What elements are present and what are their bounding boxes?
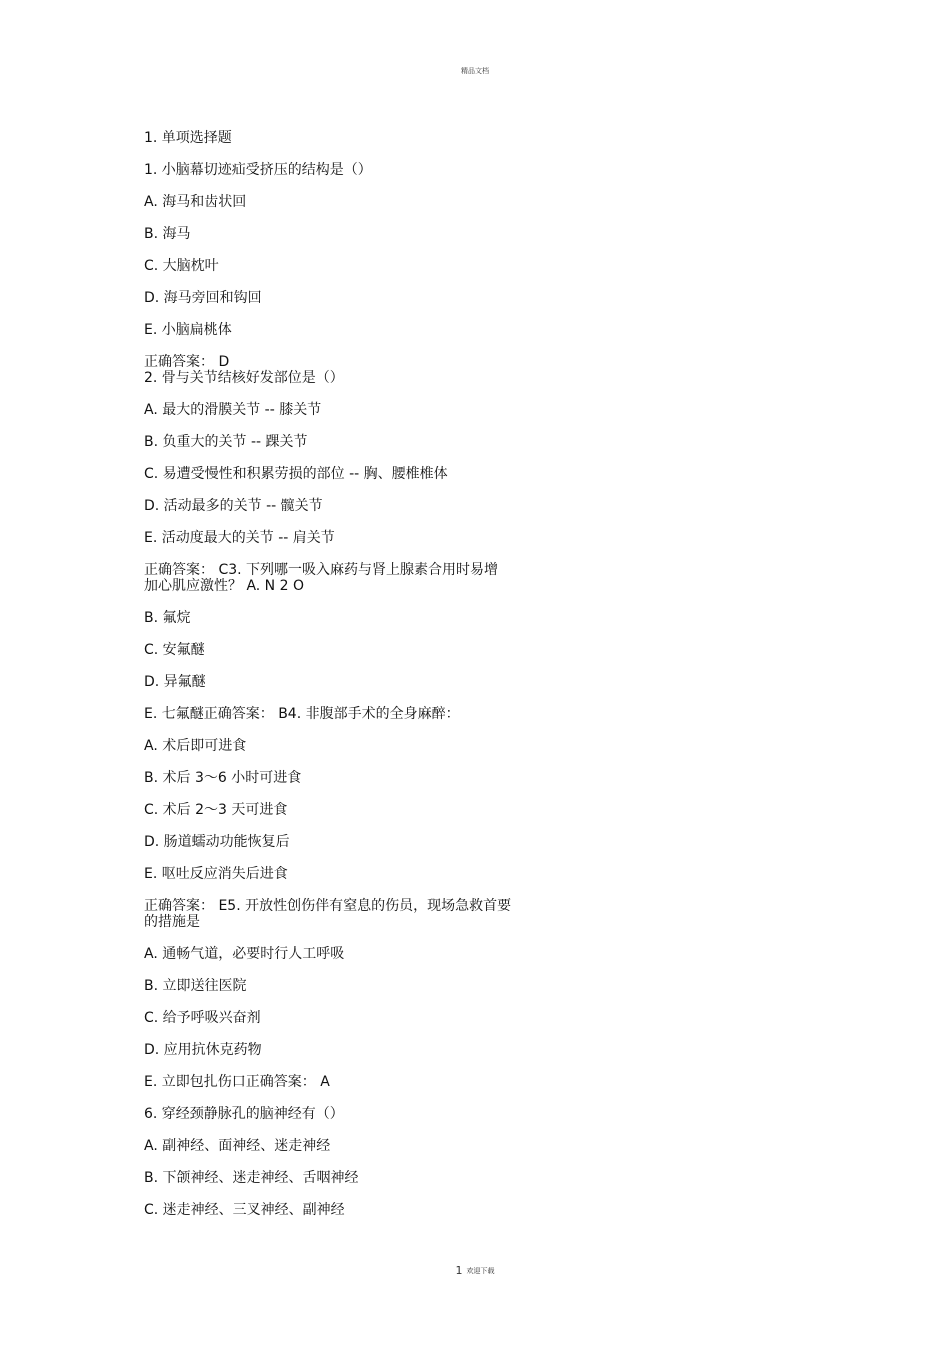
answer-line: 正确答案： D	[144, 354, 230, 370]
option-line: D. 海马旁回和钩回	[144, 290, 262, 306]
option-line: D. 应用抗休克药物	[144, 1042, 262, 1058]
option-line: A. 通畅气道，必要时行人工呼吸	[144, 946, 345, 962]
option-line: C. 术后 2～3 天可进食	[144, 802, 288, 818]
option-line: D. 活动最多的关节 -- 髋关节	[144, 498, 323, 514]
option-line: B. 立即送往医院	[144, 978, 247, 994]
option-line: A. 最大的滑膜关节 -- 膝关节	[144, 402, 322, 418]
option-line: C. 给予呼吸兴奋剂	[144, 1010, 261, 1026]
option-line: B. 氟烷	[144, 610, 191, 626]
question-1: 1. 小脑幕切迹疝受挤压的结构是（）	[144, 162, 372, 178]
option-line: B. 术后 3～6 小时可进食	[144, 770, 302, 786]
option-line: E. 小脑扁桃体	[144, 322, 232, 338]
option-line: A. 术后即可进食	[144, 738, 247, 754]
option-line: E. 呕吐反应消失后进食	[144, 866, 288, 882]
option-line: C. 安氟醚	[144, 642, 205, 658]
question-3-cont: 加心肌应激性？ A. N 2 O	[144, 578, 304, 594]
option-line: A. 副神经、面神经、迷走神经	[144, 1138, 331, 1154]
option-line: A. 海马和齿状回	[144, 194, 247, 210]
page-number: 1	[455, 1264, 463, 1277]
option-line: B. 下颌神经、迷走神经、舌咽神经	[144, 1170, 359, 1186]
option-line: B. 负重大的关节 -- 踝关节	[144, 434, 308, 450]
section-title: 1. 单项选择题	[144, 130, 232, 146]
option-line: D. 肠道蠕动功能恢复后	[144, 834, 290, 850]
option-line: C. 大脑枕叶	[144, 258, 219, 274]
option-line: D. 异氟醚	[144, 674, 206, 690]
question-2: 2. 骨与关节结核好发部位是（）	[144, 370, 344, 386]
option-line: B. 海马	[144, 226, 191, 242]
question-5-cont: 的措施是	[144, 914, 200, 930]
answer-line: 正确答案： E5. 开放性创伤伴有窒息的伤员，现场急救首要	[144, 898, 512, 914]
option-line: E. 活动度最大的关节 -- 肩关节	[144, 530, 335, 546]
option-line: C. 迷走神经、三叉神经、副神经	[144, 1202, 345, 1218]
option-line: E. 立即包扎伤口正确答案： A	[144, 1074, 330, 1090]
page-footer	[0, 1260, 950, 1279]
footer-text: 欢迎下载	[466, 1266, 495, 1275]
question-6: 6. 穿经颈静脉孔的脑神经有（）	[144, 1106, 344, 1122]
option-line: C. 易遭受慢性和积累劳损的部位 -- 胸、腰椎椎体	[144, 466, 448, 482]
option-line: E. 七氟醚正确答案： B4. 非腹部手术的全身麻醉：	[144, 706, 460, 722]
answer-line: 正确答案： C3. 下列哪一吸入麻药与肾上腺素合用时易增	[144, 562, 499, 578]
page-header: 精品文档	[461, 67, 489, 75]
